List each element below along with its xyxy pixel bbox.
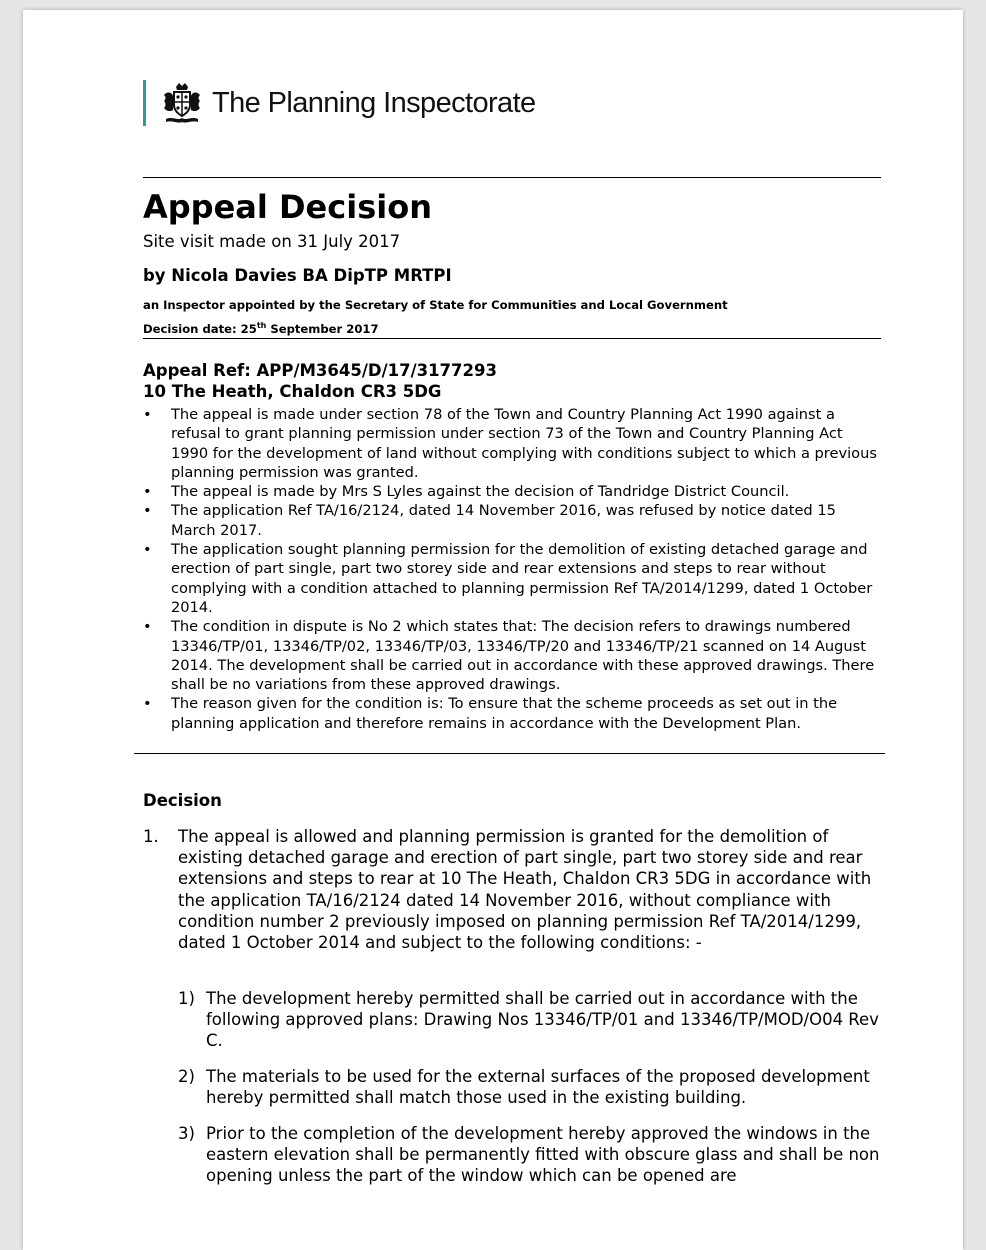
appeal-ref: Appeal Ref: APP/M3645/D/17/3177293 [143,361,497,380]
royal-coat-of-arms-icon [160,81,204,125]
condition-item [178,1066,888,1108]
paragraph-number: 1. [143,827,159,846]
header-top-rule [143,177,881,178]
page-title: Appeal Decision [143,188,432,226]
condition-number: 1) [178,989,195,1008]
decision-paragraph [143,826,888,953]
site-visit-line: Site visit made on 31 July 2017 [143,232,401,251]
list-item: • The appeal is made by Mrs S Lyles against the decision of Tandridge District Council. [143,482,883,501]
decision-date-ordinal: th [256,321,267,330]
appointed-by-line: an Inspector appointed by the Secretary of State for Communities and Local Government [143,298,728,312]
condition-item [178,1123,888,1187]
list-item: • The condition in dispute is No 2 which states that: The decision refers to drawings numbered 13346/TP/01, 13346/TP/02, 13346/TP/03, 13346/TP/20 and 13346/TP/21 scanned on 14 August 2014. The development shall be carried out in accordance with these approved drawings. There shall be no variations from these approved drawings. [143,617,883,694]
condition-item [178,988,888,1052]
header-bottom-rule [143,338,881,339]
org-name: The Planning Inspectorate [212,86,536,119]
list-item: • The reason given for the condition is: To ensure that the scheme proceeds as set out in the planning application and therefore remains in accordance with the Development Plan. [143,694,883,733]
list-item: • The application sought planning permission for the demolition of existing detached garage and erection of part single, part two storey side and rear extensions and steps to rear without complying with a condition attached to planning permission Ref TA/2014/1299, dated 1 October 2014. [143,540,883,617]
decision-date-prefix: Decision date: 25 [143,321,257,336]
decision-heading: Decision [143,791,222,810]
conditions-list [178,988,888,1201]
paragraph-text: The appeal is allowed and planning permission is granted for the demolition of existing detached garage and erection of part single, part two storey side and rear extensions and steps to rear at 10 The Heath, Chaldon CR3 5DG in accordance with the application TA/16/2124 dated 14 November 2016, without compliance with condition number 2 previously imposed on planning permission Ref TA/2014/1299, dated 1 October 2014 and subject to the following conditions: - [178,827,872,953]
planning-inspectorate-logo [143,80,536,126]
condition-text: Prior to the completion of the development hereby approved the windows in the eastern elevation shall be permanently fitted with obscure glass and shall be non opening unless the part of the window which can be opened are [206,1124,880,1186]
appeal-details-list [143,405,883,733]
condition-text: The development hereby permitted shall be carried out in accordance with the following approved plans: Drawing Nos 13346/TP/01 and 13346/TP/MOD/O04 Rev C. [206,989,879,1051]
appeal-reference-block [143,360,497,402]
condition-number: 2) [178,1067,195,1087]
condition-number: 3) [178,1124,195,1144]
decision-date [143,321,379,336]
condition-text: The materials to be used for the external surfaces of the proposed development hereby permitted shall match those used in the existing building. [206,1067,870,1108]
list-item: • The application Ref TA/16/2124, dated 14 November 2016, was refused by notice dated 15 March 2017. [143,501,883,540]
logo-accent-bar [143,80,146,126]
inspector-line: by Nicola Davies BA DipTP MRTPI [143,266,452,285]
appeal-address: 10 The Heath, Chaldon CR3 5DG [143,382,442,401]
list-item: • The appeal is made under section 78 of the Town and Country Planning Act 1990 against a refusal to grant planning permission under section 73 of the Town and Country Planning Act 1990 for the development of land without complying with conditions subject to which a previous planning permission was granted. [143,405,883,482]
details-bottom-rule [134,753,885,754]
decision-date-rest: September 2017 [266,321,379,336]
